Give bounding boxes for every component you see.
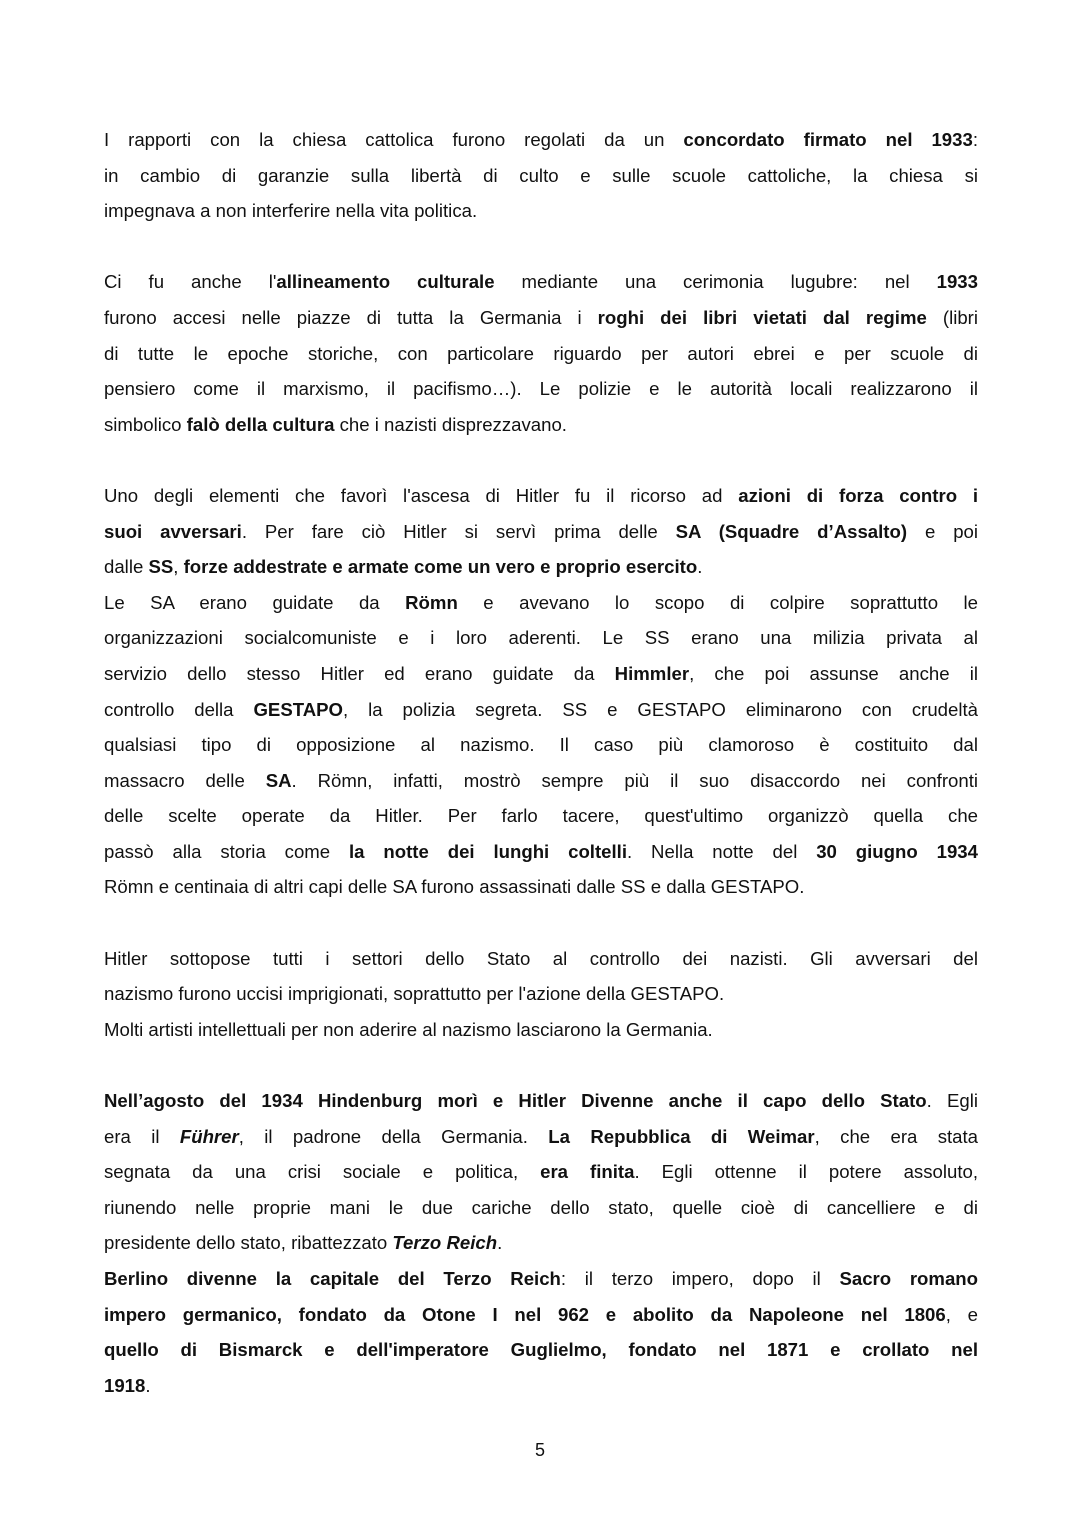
text-run: . xyxy=(697,556,703,578)
text-line xyxy=(104,549,978,585)
text-line xyxy=(104,514,978,550)
text-run: di tutte le epoche storiche, con particolare riguardo per autori ebrei e per scuole di xyxy=(104,342,978,364)
emphasized-text: SA (Squadre d’Assalto) xyxy=(675,520,908,542)
text-line xyxy=(104,656,978,692)
paragraph xyxy=(104,264,978,442)
emphasized-text: GESTAPO xyxy=(253,698,344,720)
text-line xyxy=(104,478,978,514)
text-run: passò alla storia come xyxy=(104,840,350,862)
text-line xyxy=(104,798,978,834)
text-run: , xyxy=(173,556,184,578)
text-section xyxy=(104,478,978,905)
document-body xyxy=(104,122,978,1439)
emphasized-text: Terzo Reich xyxy=(392,1232,498,1254)
paragraph xyxy=(104,941,978,1012)
text-line xyxy=(104,158,978,194)
emphasized-text: allineamento culturale xyxy=(276,271,495,293)
text-run: delle scelte operate da Hitler. Per farlo tacere, quest'ultimo organizzò quella che xyxy=(104,805,978,827)
emphasized-text: era finita xyxy=(540,1161,635,1183)
emphasized-text: Himmler xyxy=(614,662,690,684)
text-line xyxy=(104,763,978,799)
text-line xyxy=(104,193,978,229)
text-run: furono accesi nelle piazze di tutta la Germania i xyxy=(104,306,598,328)
text-run: servizio dello stesso Hitler ed erano guidate da xyxy=(104,662,615,684)
text-line xyxy=(104,264,978,300)
text-section xyxy=(104,264,978,442)
text-run: organizzazioni socialcomuniste e i loro aderenti. Le SS erano una milizia privata al xyxy=(104,627,978,649)
emphasized-text: Berlino divenne la capitale del Terzo Reich xyxy=(104,1268,561,1289)
text-run: : il terzo impero, dopo il xyxy=(560,1268,840,1289)
emphasized-text: 30 giugno 1934 xyxy=(816,840,978,862)
text-run: impegnava a non interferire nella vita politica. xyxy=(104,200,478,222)
paragraph xyxy=(104,585,978,905)
paragraph xyxy=(104,1012,978,1048)
emphasized-text: 1933 xyxy=(936,271,978,293)
text-run: . Per fare ciò Hitler si servì prima delle xyxy=(241,520,676,542)
text-line xyxy=(104,1368,978,1404)
text-run: . Egli ottenne il potere assoluto, xyxy=(634,1161,978,1183)
text-run: presidente dello stato, ribattezzato xyxy=(104,1232,393,1254)
text-line xyxy=(104,1225,978,1261)
emphasized-text: concordato firmato nel 1933 xyxy=(683,129,973,150)
text-run: riunendo nelle proprie mani le due cariche dello stato, quelle cioè di cancelliere e di xyxy=(104,1196,978,1218)
text-run: Molti artisti intellettuali per non aderire al nazismo lasciarono la Germania. xyxy=(104,1018,713,1040)
emphasized-text: forze addestrate e armate come un vero e proprio esercito xyxy=(183,556,698,578)
text-run: , la polizia segreta. SS e GESTAPO eliminarono con crudeltà xyxy=(343,698,978,720)
emphasized-text: Nell’agosto del 1934 Hindenburg morì e Hitler Divenne anche il capo dello Stato xyxy=(104,1090,927,1112)
text-line xyxy=(104,1261,978,1297)
text-line xyxy=(104,941,978,977)
text-run: era il xyxy=(104,1125,180,1147)
emphasized-text: SS xyxy=(148,556,174,578)
text-line xyxy=(104,1332,978,1368)
text-run: . Nella notte del xyxy=(627,840,817,862)
text-run: Römn e centinaia di altri capi delle SA furono assassinati dalle SS e dalla GESTAPO. xyxy=(104,876,805,898)
text-run: e avevano lo scopo di colpire soprattutto le xyxy=(457,591,978,613)
paragraph xyxy=(104,122,978,229)
text-line xyxy=(104,336,978,372)
emphasized-text: Römn xyxy=(405,591,458,613)
text-run: , e xyxy=(945,1303,978,1325)
text-run: Hitler sottopose tutti i settori dello Stato al controllo dei nazisti. Gli avversari del xyxy=(104,947,978,969)
text-section xyxy=(104,941,978,1048)
text-run: dalle xyxy=(104,556,149,578)
text-line xyxy=(104,1119,978,1155)
emphasized-text: quello di Bismarck e dell'imperatore Guglielmo, fondato nel 1871 e crollato nel xyxy=(104,1339,978,1361)
emphasized-text: SA xyxy=(265,769,292,791)
text-run: pensiero come il marxismo, il pacifismo…). Le polizie e le autorità locali realizzarono il xyxy=(104,378,978,400)
text-line xyxy=(104,1012,978,1048)
text-line xyxy=(104,692,978,728)
text-run: qualsiasi tipo di opposizione al nazismo. Il caso più clamoroso è costituito dal xyxy=(104,734,978,756)
text-run: segnata da una crisi sociale e politica, xyxy=(104,1161,541,1183)
text-run: che i nazisti disprezzavano. xyxy=(334,413,567,435)
emphasized-text: La Repubblica di Weimar xyxy=(548,1125,815,1147)
text-run: , il padrone della Germania. xyxy=(238,1125,549,1147)
text-line xyxy=(104,1154,978,1190)
text-run: Uno degli elementi che favorì l'ascesa di Hitler fu il ricorso ad xyxy=(104,484,739,506)
emphasized-text: impero germanico, fondato da Otone I nel 962 e abolito da Napoleone nel 1806 xyxy=(104,1303,946,1325)
text-run: massacro delle xyxy=(104,769,266,791)
text-run: , che poi assunse anche il xyxy=(689,662,979,684)
text-run: controllo della xyxy=(104,698,254,720)
text-run: simbolico xyxy=(104,413,187,435)
emphasized-text: suoi avversari xyxy=(104,520,242,542)
text-line xyxy=(104,300,978,336)
text-run: e poi xyxy=(907,520,979,542)
text-run: I rapporti con la chiesa cattolica furono regolati da un xyxy=(104,129,684,150)
emphasized-text: falò della cultura xyxy=(186,413,335,435)
text-line xyxy=(104,976,978,1012)
page-number: 5 xyxy=(534,1440,545,1460)
text-section xyxy=(104,1083,978,1403)
text-line xyxy=(104,122,978,158)
text-run: . xyxy=(497,1232,503,1254)
text-run: mediante una cerimonia lugubre: nel xyxy=(494,271,937,293)
text-line xyxy=(104,1083,978,1119)
emphasized-text: Führer xyxy=(179,1125,239,1147)
emphasized-text: 1918 xyxy=(104,1374,146,1396)
paragraph xyxy=(104,478,978,585)
text-line xyxy=(104,407,978,443)
text-run: in cambio di garanzie sulla libertà di culto e sulle scuole cattoliche, la chiesa si xyxy=(104,164,978,186)
text-run: . Egli xyxy=(926,1090,978,1112)
text-line xyxy=(104,620,978,656)
emphasized-text: roghi dei libri vietati dal regime xyxy=(597,306,927,328)
emphasized-text: Sacro romano xyxy=(839,1268,979,1289)
text-line xyxy=(104,1297,978,1333)
text-line xyxy=(104,727,978,763)
text-run: , che era stata xyxy=(814,1125,979,1147)
text-run: . Römn, infatti, mostrò sempre più il suo disaccordo nei confronti xyxy=(291,769,978,791)
text-run: Le SA erano guidate da xyxy=(104,591,406,613)
text-line xyxy=(104,1190,978,1226)
emphasized-text: la notte dei lunghi coltelli xyxy=(349,840,627,862)
text-line xyxy=(104,371,978,407)
text-run: (libri xyxy=(926,306,978,328)
text-run: : xyxy=(972,129,978,150)
text-line xyxy=(104,869,978,905)
emphasized-text: azioni di forza contro i xyxy=(738,484,978,506)
text-run: nazismo furono uccisi imprigionati, soprattutto per l'azione della GESTAPO. xyxy=(104,983,725,1005)
text-section xyxy=(104,122,978,229)
paragraph xyxy=(104,1261,978,1403)
text-line xyxy=(104,585,978,621)
paragraph xyxy=(104,1083,978,1261)
text-line xyxy=(104,834,978,870)
text-run: Ci fu anche l' xyxy=(104,271,277,293)
text-run: . xyxy=(145,1374,151,1396)
